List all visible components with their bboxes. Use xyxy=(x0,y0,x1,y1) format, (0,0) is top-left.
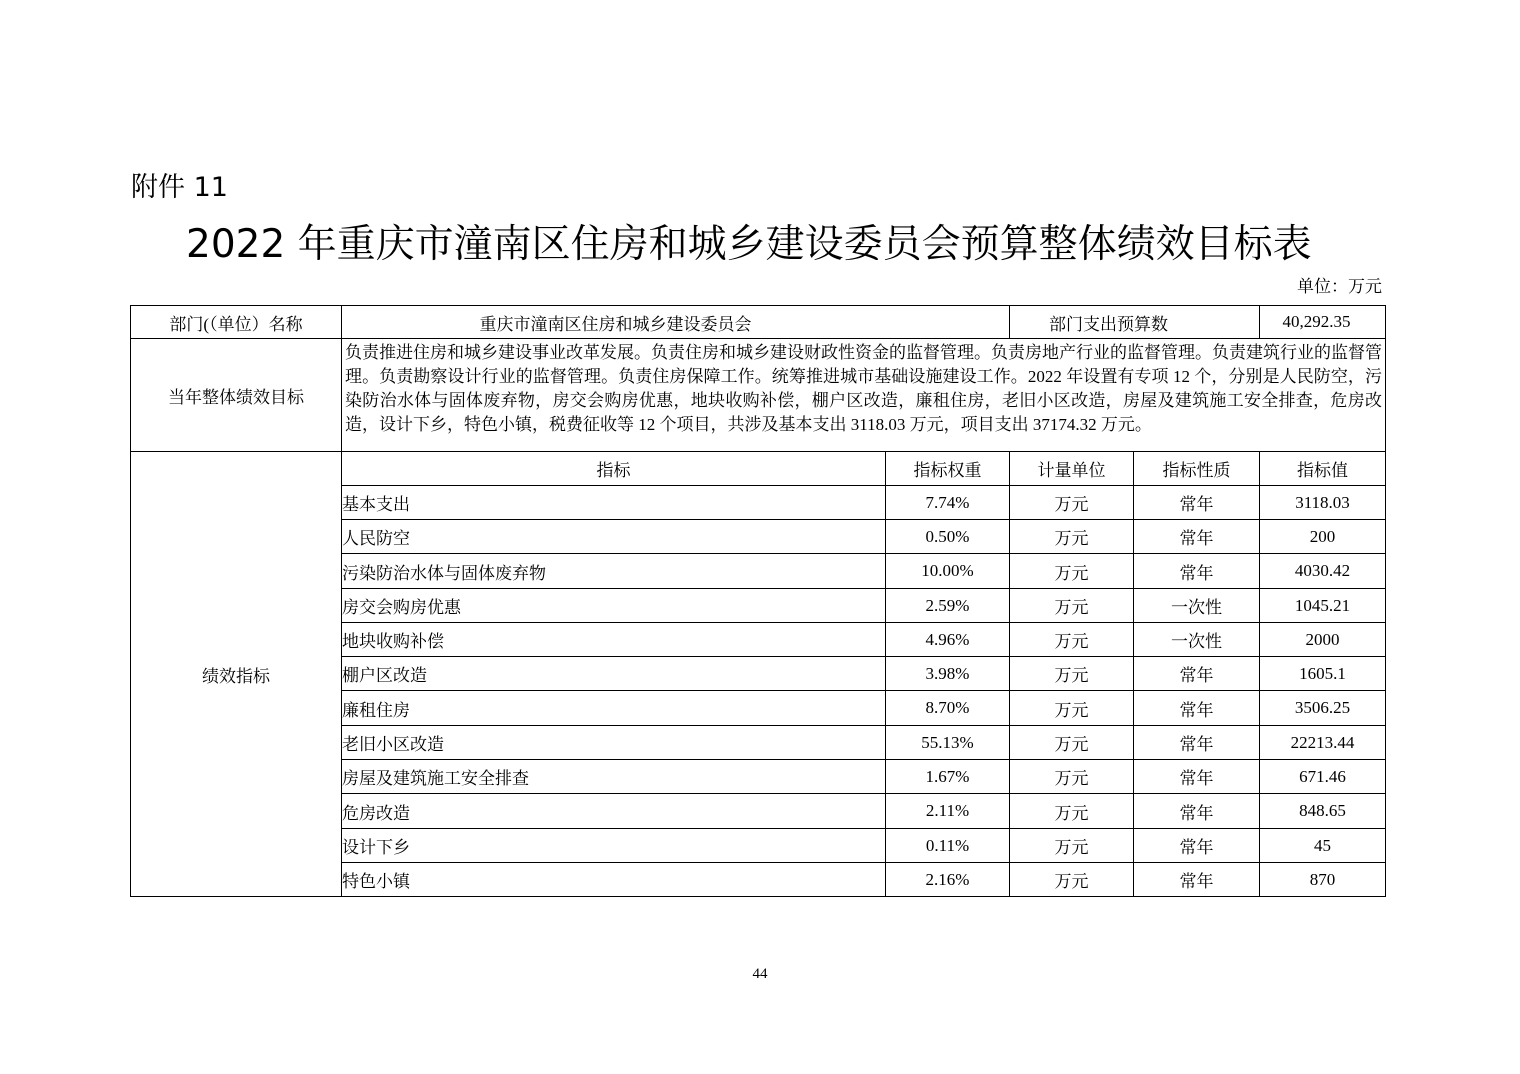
indicator-nature: 常年 xyxy=(1134,554,1260,589)
attachment-label: 附件 11 xyxy=(131,172,228,203)
indicator-unit: 万元 xyxy=(1010,589,1134,623)
unit-label: 单位：万元 xyxy=(1297,277,1382,296)
indicator-weight: 55.13% xyxy=(886,726,1010,760)
indicator-value: 671.46 xyxy=(1260,760,1386,794)
indicator-unit: 万元 xyxy=(1010,760,1134,794)
indicator-weight: 10.00% xyxy=(886,554,1010,589)
indicator-nature: 常年 xyxy=(1134,794,1260,829)
indicator-value: 3118.03 xyxy=(1260,486,1386,520)
indicator-name: 棚户区改造 xyxy=(342,657,886,691)
header-unit: 计量单位 xyxy=(1010,452,1134,486)
indicators-section-label: 绩效指标 xyxy=(131,452,342,897)
indicator-weight: 7.74% xyxy=(886,486,1010,520)
indicator-nature: 常年 xyxy=(1134,760,1260,794)
goal-row xyxy=(131,339,1386,452)
indicator-unit: 万元 xyxy=(1010,863,1134,897)
indicator-name: 危房改造 xyxy=(342,794,886,829)
indicator-unit: 万元 xyxy=(1010,486,1134,520)
indicator-weight: 0.50% xyxy=(886,520,1010,554)
indicator-value: 4030.42 xyxy=(1260,554,1386,589)
indicator-name: 老旧小区改造 xyxy=(342,726,886,760)
indicator-weight: 2.59% xyxy=(886,589,1010,623)
indicator-nature: 常年 xyxy=(1134,863,1260,897)
indicator-name: 廉租住房 xyxy=(342,691,886,726)
indicator-header-row xyxy=(131,452,1386,486)
indicator-nature: 常年 xyxy=(1134,520,1260,554)
page-title: 2022 年重庆市潼南区住房和城乡建设委员会预算整体绩效目标表 xyxy=(186,222,1312,267)
indicator-name: 设计下乡 xyxy=(342,829,886,863)
indicator-name: 地块收购补偿 xyxy=(342,623,886,657)
performance-table xyxy=(130,305,1386,897)
indicator-value: 848.65 xyxy=(1260,794,1386,829)
dept-label: 部门(（单位）名称 xyxy=(131,306,342,339)
indicator-weight: 0.11% xyxy=(886,829,1010,863)
indicator-value: 1045.21 xyxy=(1260,589,1386,623)
indicator-weight: 2.16% xyxy=(886,863,1010,897)
indicator-nature: 一次性 xyxy=(1134,623,1260,657)
indicator-unit: 万元 xyxy=(1010,794,1134,829)
indicator-name: 污染防治水体与固体废弃物 xyxy=(342,554,886,589)
indicator-nature: 常年 xyxy=(1134,691,1260,726)
indicator-name: 基本支出 xyxy=(342,486,886,520)
dept-name-text: 重庆市潼南区住房和城乡建设委员会 xyxy=(479,314,752,334)
indicator-weight: 1.67% xyxy=(886,760,1010,794)
indicator-nature: 常年 xyxy=(1134,829,1260,863)
indicator-weight: 8.70% xyxy=(886,691,1010,726)
indicator-unit: 万元 xyxy=(1010,657,1134,691)
indicator-name: 房屋及建筑施工安全排查 xyxy=(342,760,886,794)
indicator-unit: 万元 xyxy=(1010,691,1134,726)
indicator-name: 房交会购房优惠 xyxy=(342,589,886,623)
header-weight: 指标权重 xyxy=(886,452,1010,486)
indicator-value: 3506.25 xyxy=(1260,691,1386,726)
header-value: 指标值 xyxy=(1260,452,1386,486)
indicator-value: 870 xyxy=(1260,863,1386,897)
dept-name xyxy=(342,306,1010,339)
indicator-value: 45 xyxy=(1260,829,1386,863)
page-number: 44 xyxy=(752,966,768,982)
budget-value-text: 40,292.35 xyxy=(1282,312,1351,331)
budget-label-text: 部门支出预算数 xyxy=(1049,314,1168,334)
indicator-nature: 一次性 xyxy=(1134,589,1260,623)
header-indicator: 指标 xyxy=(342,452,886,486)
indicator-value: 1605.1 xyxy=(1260,657,1386,691)
indicator-value: 200 xyxy=(1260,520,1386,554)
indicator-name: 特色小镇 xyxy=(342,863,886,897)
header-nature: 指标性质 xyxy=(1134,452,1260,486)
budget-label xyxy=(1010,306,1260,339)
indicator-nature: 常年 xyxy=(1134,726,1260,760)
indicator-unit: 万元 xyxy=(1010,520,1134,554)
goal-label: 当年整体绩效目标 xyxy=(131,339,342,452)
indicator-name: 人民防空 xyxy=(342,520,886,554)
indicator-weight: 3.98% xyxy=(886,657,1010,691)
indicator-weight: 4.96% xyxy=(886,623,1010,657)
indicator-unit: 万元 xyxy=(1010,623,1134,657)
indicator-unit: 万元 xyxy=(1010,829,1134,863)
indicator-unit: 万元 xyxy=(1010,554,1134,589)
indicator-unit: 万元 xyxy=(1010,726,1134,760)
indicator-weight: 2.11% xyxy=(886,794,1010,829)
indicator-value: 2000 xyxy=(1260,623,1386,657)
goal-text: 负责推进住房和城乡建设事业改革发展。负责住房和城乡建设财政性资金的监督管理。负责房地产行业的监督管理。负责建筑行业的监督管理。负责勘察设计行业的监督管理。负责住房保障工作。统筹推进城市基础设施建设工作。2022 年设置有专项 12 个，分别是人民防空，污染防治水体与固体废弃物，房交会购房优惠，地块收购补偿，棚户区改造，廉租住房，老旧小区改造，房屋及建筑施工安全排查，危房改造，设计下乡，特色小镇，税费征收等 12 个项目，共涉及基本支出 3118.03 万元，项目支出 37174.32 万元。 xyxy=(342,339,1386,452)
budget-value xyxy=(1260,306,1386,339)
indicator-nature: 常年 xyxy=(1134,657,1260,691)
indicator-value: 22213.44 xyxy=(1260,726,1386,760)
dept-row xyxy=(131,306,1386,339)
indicator-nature: 常年 xyxy=(1134,486,1260,520)
